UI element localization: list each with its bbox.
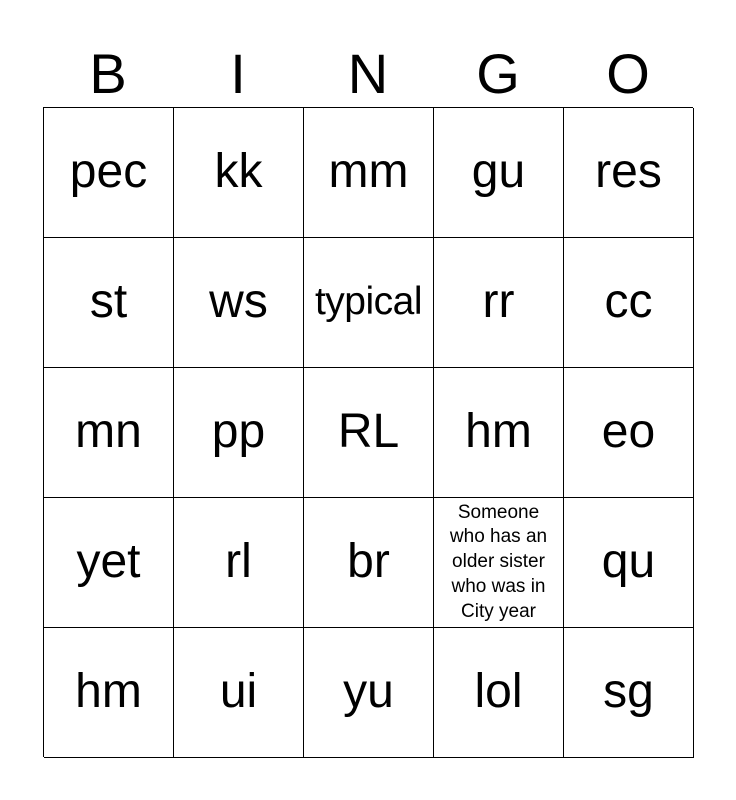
bingo-cell[interactable]: sg [564, 628, 694, 758]
bingo-cell[interactable]: st [44, 238, 174, 368]
bingo-board [43, 107, 693, 757]
bingo-cell[interactable]: ui [174, 628, 304, 758]
bingo-cell[interactable]: cc [564, 238, 694, 368]
header-letter-o: O [606, 42, 650, 105]
bingo-cell[interactable]: lol [434, 628, 564, 758]
bingo-cell[interactable]: pec [44, 108, 174, 238]
header-letter-b: B [89, 42, 127, 105]
bingo-cell[interactable]: pp [174, 368, 304, 498]
header-letter-i: I [230, 42, 246, 105]
bingo-header [43, 42, 693, 106]
bingo-cell[interactable]: Someone who has an older sister who was in City year [434, 498, 564, 628]
bingo-cell[interactable]: br [304, 498, 434, 628]
bingo-cell[interactable]: res [564, 108, 694, 238]
bingo-cell[interactable]: gu [434, 108, 564, 238]
bingo-cell[interactable]: RL [304, 368, 434, 498]
bingo-cell[interactable]: mm [304, 108, 434, 238]
bingo-cell[interactable]: mn [44, 368, 174, 498]
bingo-cell[interactable]: hm [44, 628, 174, 758]
bingo-cell[interactable]: kk [174, 108, 304, 238]
header-letter-g: G [476, 42, 520, 105]
bingo-cell[interactable]: rr [434, 238, 564, 368]
bingo-cell[interactable]: yet [44, 498, 174, 628]
bingo-cell[interactable]: eo [564, 368, 694, 498]
bingo-cell[interactable]: qu [564, 498, 694, 628]
bingo-cell[interactable]: yu [304, 628, 434, 758]
header-letter-n: N [347, 42, 389, 105]
bingo-cell[interactable]: ws [174, 238, 304, 368]
bingo-cell[interactable]: typical [304, 238, 434, 368]
bingo-cell[interactable]: rl [174, 498, 304, 628]
bingo-cell[interactable]: hm [434, 368, 564, 498]
